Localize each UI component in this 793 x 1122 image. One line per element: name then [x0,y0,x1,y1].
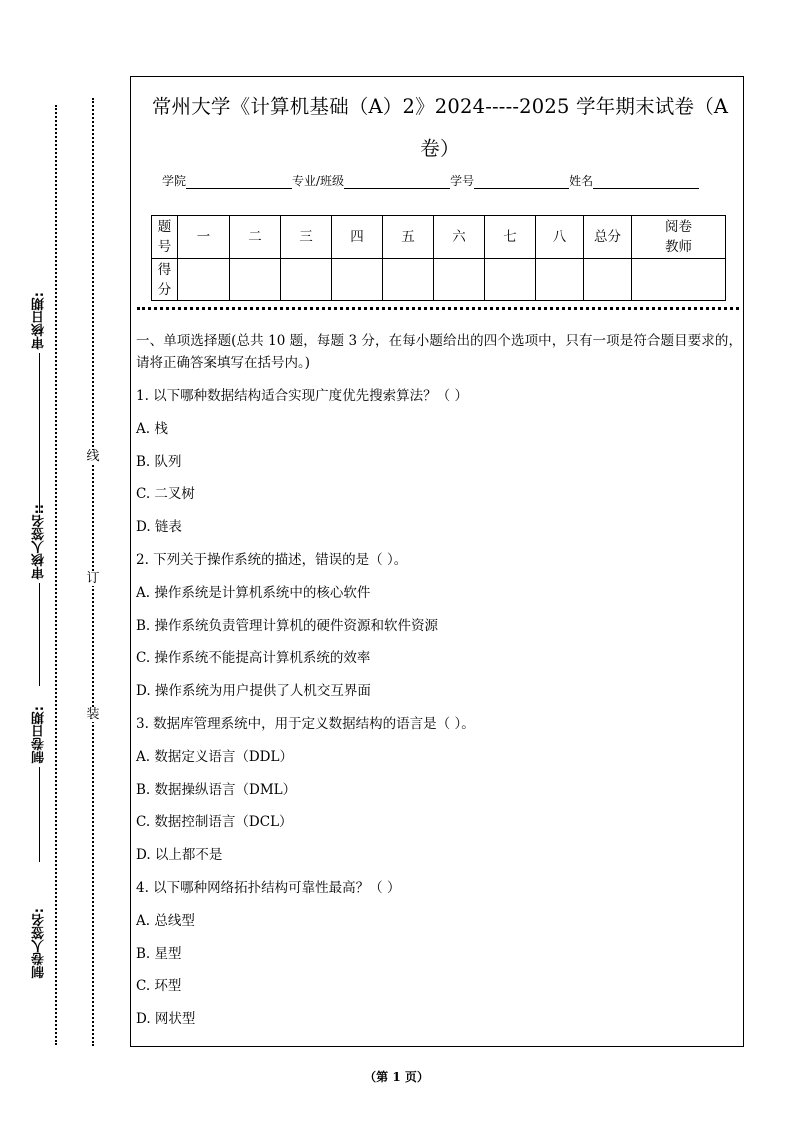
q3-option-c: C. 数据控制语言（DCL） [136,814,293,831]
header-total: 总分 [584,216,632,259]
header-q3: 三 [281,216,332,259]
question-4: 4. 以下哪种网络拓扑结构可靠性最高？（ ） [136,879,401,896]
q1-option-a: A. 栈 [136,420,168,437]
score-cell[interactable] [178,259,230,301]
name-label: 姓名 [569,174,594,188]
review-date-field [24,292,54,513]
score-cell[interactable] [281,259,332,301]
header-q7: 七 [485,216,536,259]
q4-option-d: D. 网状型 [136,1011,196,1028]
score-cell[interactable] [332,259,383,301]
header-q2: 二 [230,216,281,259]
compile-date-line [39,767,40,862]
major-class-label: 专业/班级 [292,174,345,188]
q2-option-c: C. 操作系统不能提高计算机系统的效率 [136,650,371,667]
header-q5: 五 [383,216,434,259]
q1-option-b: B. 队列 [136,453,182,470]
binding-mark-zhuang: 装 [86,707,100,722]
score-label: 得 分 [152,259,178,301]
compiler-signature-field [24,908,54,982]
compiler-signature-label: 制卷人签名: [31,908,47,979]
score-cell[interactable] [230,259,281,301]
review-date-line [39,353,40,513]
question-3: 3. 数据库管理系统中，用于定义数据结构的语言是（ ）。 [136,715,475,732]
compile-date-label: 制卷日期: [31,706,47,764]
score-cell[interactable] [485,259,536,301]
header-q6: 六 [434,216,485,259]
reviewer-signature-line [39,583,40,686]
page-number: （第 1 页） [364,1070,429,1084]
reviewer-signature-field [24,504,54,686]
q3-option-d: D. 以上都不是 [136,847,223,864]
q4-option-b: B. 星型 [136,945,182,962]
q4-option-a: A. 总线型 [136,912,195,929]
student-id-label: 学号 [450,174,475,188]
student-id-blank [474,175,569,189]
q1-option-d: D. 链表 [136,519,182,536]
score-table-score-row [152,259,726,301]
college-blank [186,175,292,189]
question-section [136,330,742,1036]
section-instructions: 一、单项选择题(总共 10 题，每题 3 分，在每小题给出的四个选项中，只有一项是符合题目要求的，请将正确答案填写在括号内。) [136,333,742,371]
header-q4: 四 [332,216,383,259]
reviewer-signature-label: 审核人签名:: [31,504,47,580]
student-info-row [162,172,722,189]
question-1: 1. 以下哪种数据结构适合实现广度优先搜索算法？（ ） [136,388,468,404]
score-cell[interactable] [434,259,485,301]
q1-option-c: C. 二叉树 [136,486,195,503]
header-q1: 一 [178,216,230,259]
major-class-blank [344,175,450,189]
score-table [151,215,726,301]
q3-option-a: A. 数据定义语言（DDL） [136,748,293,765]
college-label: 学院 [162,174,187,188]
question-number-header: 题 号 [152,216,178,259]
header-separator [137,307,739,310]
name-blank [593,175,699,189]
binding-mark-ding: 订 [86,571,100,586]
question-list [136,380,742,1036]
binding-mark-xian: 线 [86,449,100,464]
score-cell[interactable] [536,259,584,301]
exam-title: 常州大学《计算机基础（A）2》2024-----2025 学年期末试卷（A 卷） [151,95,729,160]
total-score-cell[interactable] [584,259,632,301]
margin-dotted-line [55,105,57,1045]
score-table-header-row [152,216,726,259]
review-date-label: 审核日期: [31,292,47,350]
header-q8: 八 [536,216,584,259]
question-2: 2. 下列关于操作系统的描述，错误的是（ ）。 [136,551,408,568]
q2-option-d: D. 操作系统为用户提供了人机交互界面 [136,683,371,700]
q2-option-b: B. 操作系统负责管理计算机的硬件资源和软件资源 [136,617,439,634]
header-grader: 阅卷 教师 [632,216,726,259]
score-cell[interactable] [383,259,434,301]
q3-option-b: B. 数据操纵语言（DML） [136,781,297,798]
compile-date-field [24,706,54,862]
q2-option-a: A. 操作系统是计算机系统中的核心软件 [136,584,371,601]
grader-cell[interactable] [632,259,726,301]
q4-option-c: C. 环型 [136,978,182,995]
